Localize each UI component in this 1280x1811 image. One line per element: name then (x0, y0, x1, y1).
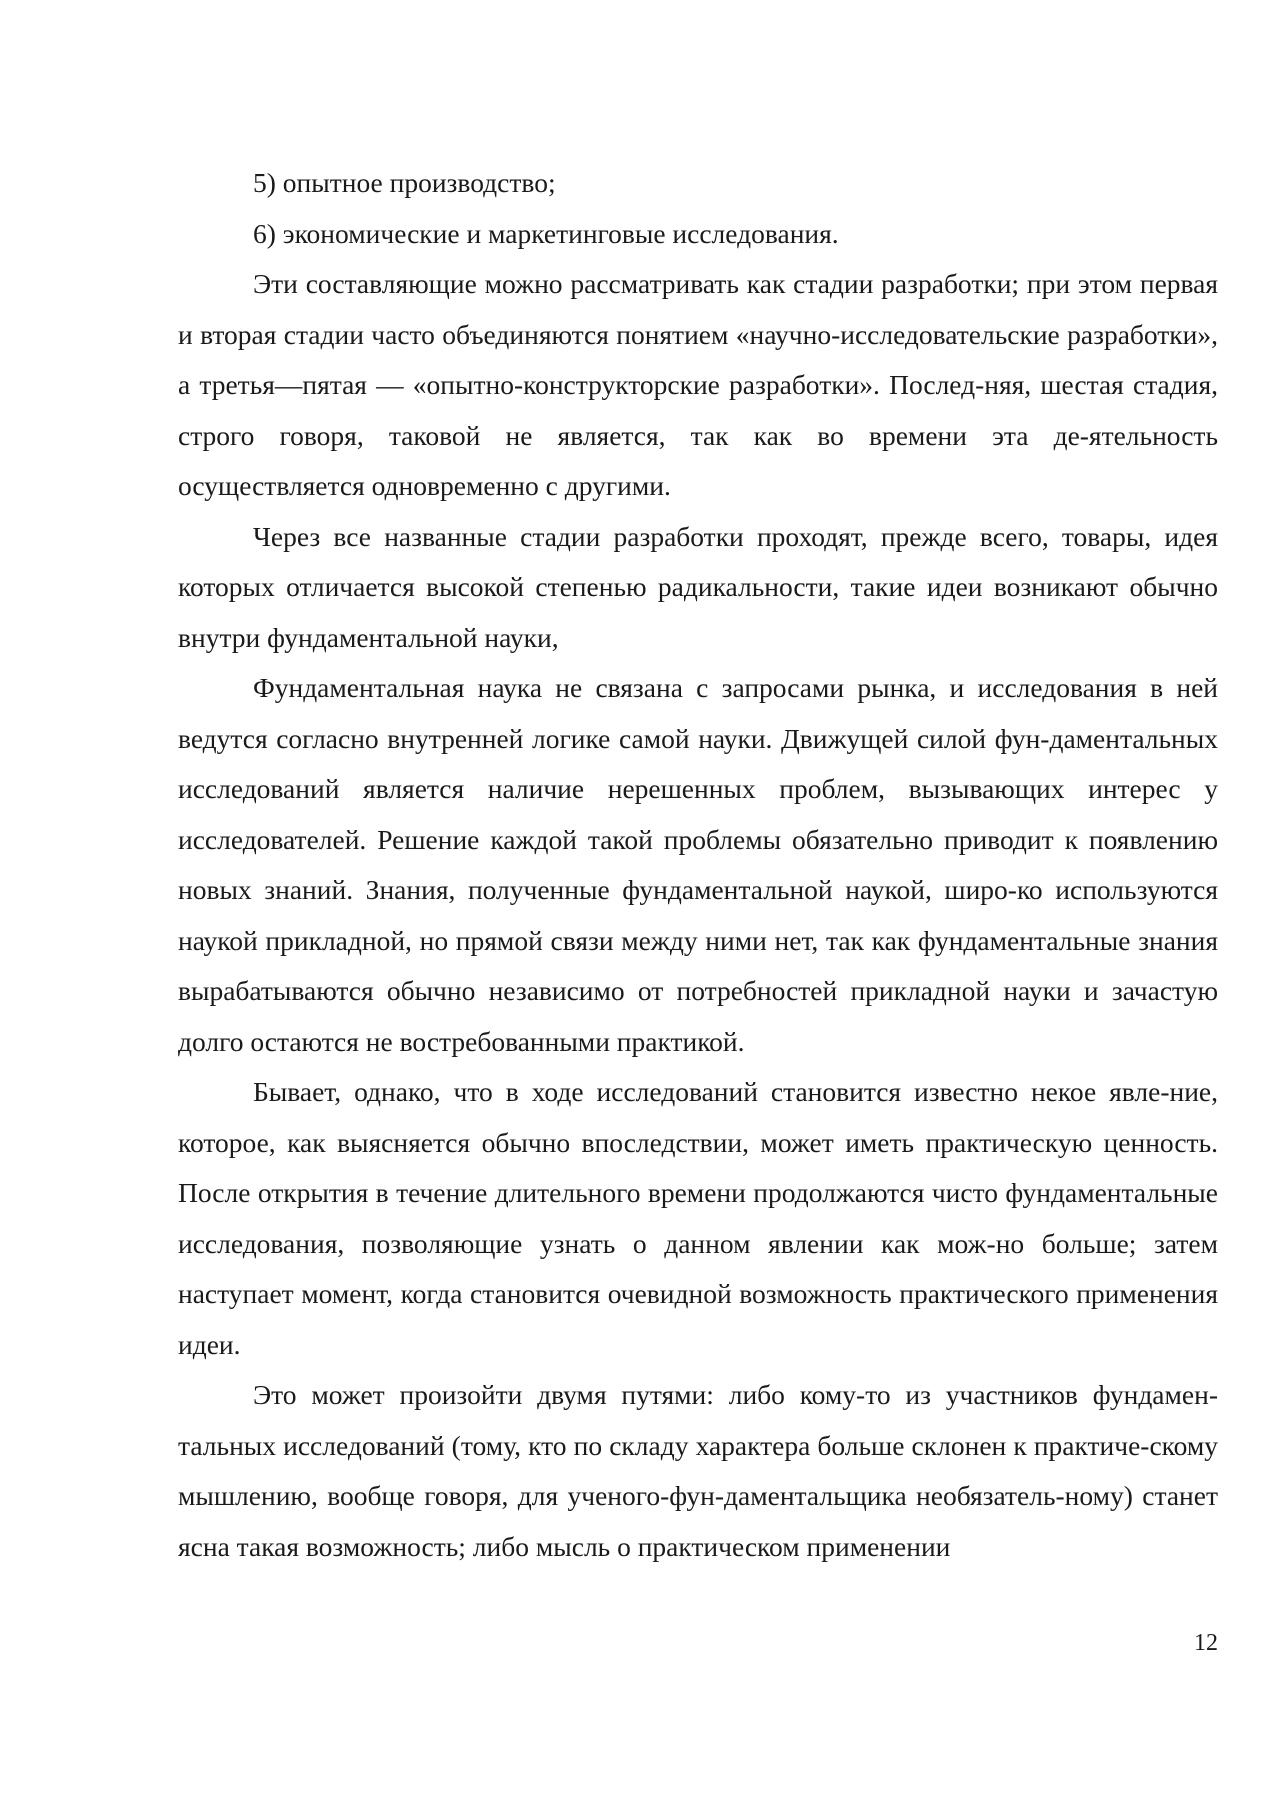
page-number: 12 (1194, 1630, 1218, 1656)
paragraph-development-stages: Эти составляющие можно рассматривать как стадии разработки; при этом первая и вторая стадии часто объединяются понятием «научно-исследовательские разработки», а третья—пятая — «опытно-конструкторские разработки». Послед-няя, шестая стадия, строго говоря, таковой не является, так как во времени эта де-ятельность осуществляется одновременно с другими. (178, 268, 1218, 501)
paragraph-practical-value: Бывает, однако, что в ходе исследований становится известно некое явле-ние, которое, как выясняется обычно впоследствии, может иметь практическую ценность. После открытия в течение длительного времени продолжаются чисто фундаментальные исследования, позволяющие узнать о данном явлении как мож-но больше; затем наступает момент, когда становится очевидной возможность практического применения идеи. (178, 1076, 1218, 1360)
paragraph-radical-ideas: Через все названные стадии разработки проходят, прежде всего, товары, идея которых отличается высокой степенью радикальности, такие идеи возникают обычно внутри фундаментальной науки, (178, 520, 1218, 653)
paragraph-two-ways: Это может произойти двумя путями: либо кому-то из участников фундамен-тальных исследований (тому, кто по складу характера больше склонен к практиче-скому мышлению, вообще говоря, для ученого-фун-даментальщика необязатель-ному) станет ясна такая возможность; либо мысль о практическом применении (178, 1379, 1218, 1562)
paragraph-fundamental-science: Фундаментальная наука не связана с запросами рынка, и исследования в ней ведутся согласно внутренней логике самой науки. Движущей силой фун-даментальных исследований является наличие нерешенных проблем, вызывающих интерес у исследователей. Решение каждой такой проблемы обязательно приводит к появлению новых знаний. Знания, полученные фундаментальной наукой, широ-ко используются наукой прикладной, но прямой связи между ними нет, так как фундаментальные знания вырабатываются обычно независимо от потребностей прикладной науки и зачастую долго остаются не востребованными практикой. (178, 672, 1218, 1057)
list-item-5: 5) опытное производство; (253, 167, 556, 198)
list-item-6: 6) экономические и маркетинговые исследования. (253, 217, 839, 249)
body-text (178, 158, 1218, 1572)
